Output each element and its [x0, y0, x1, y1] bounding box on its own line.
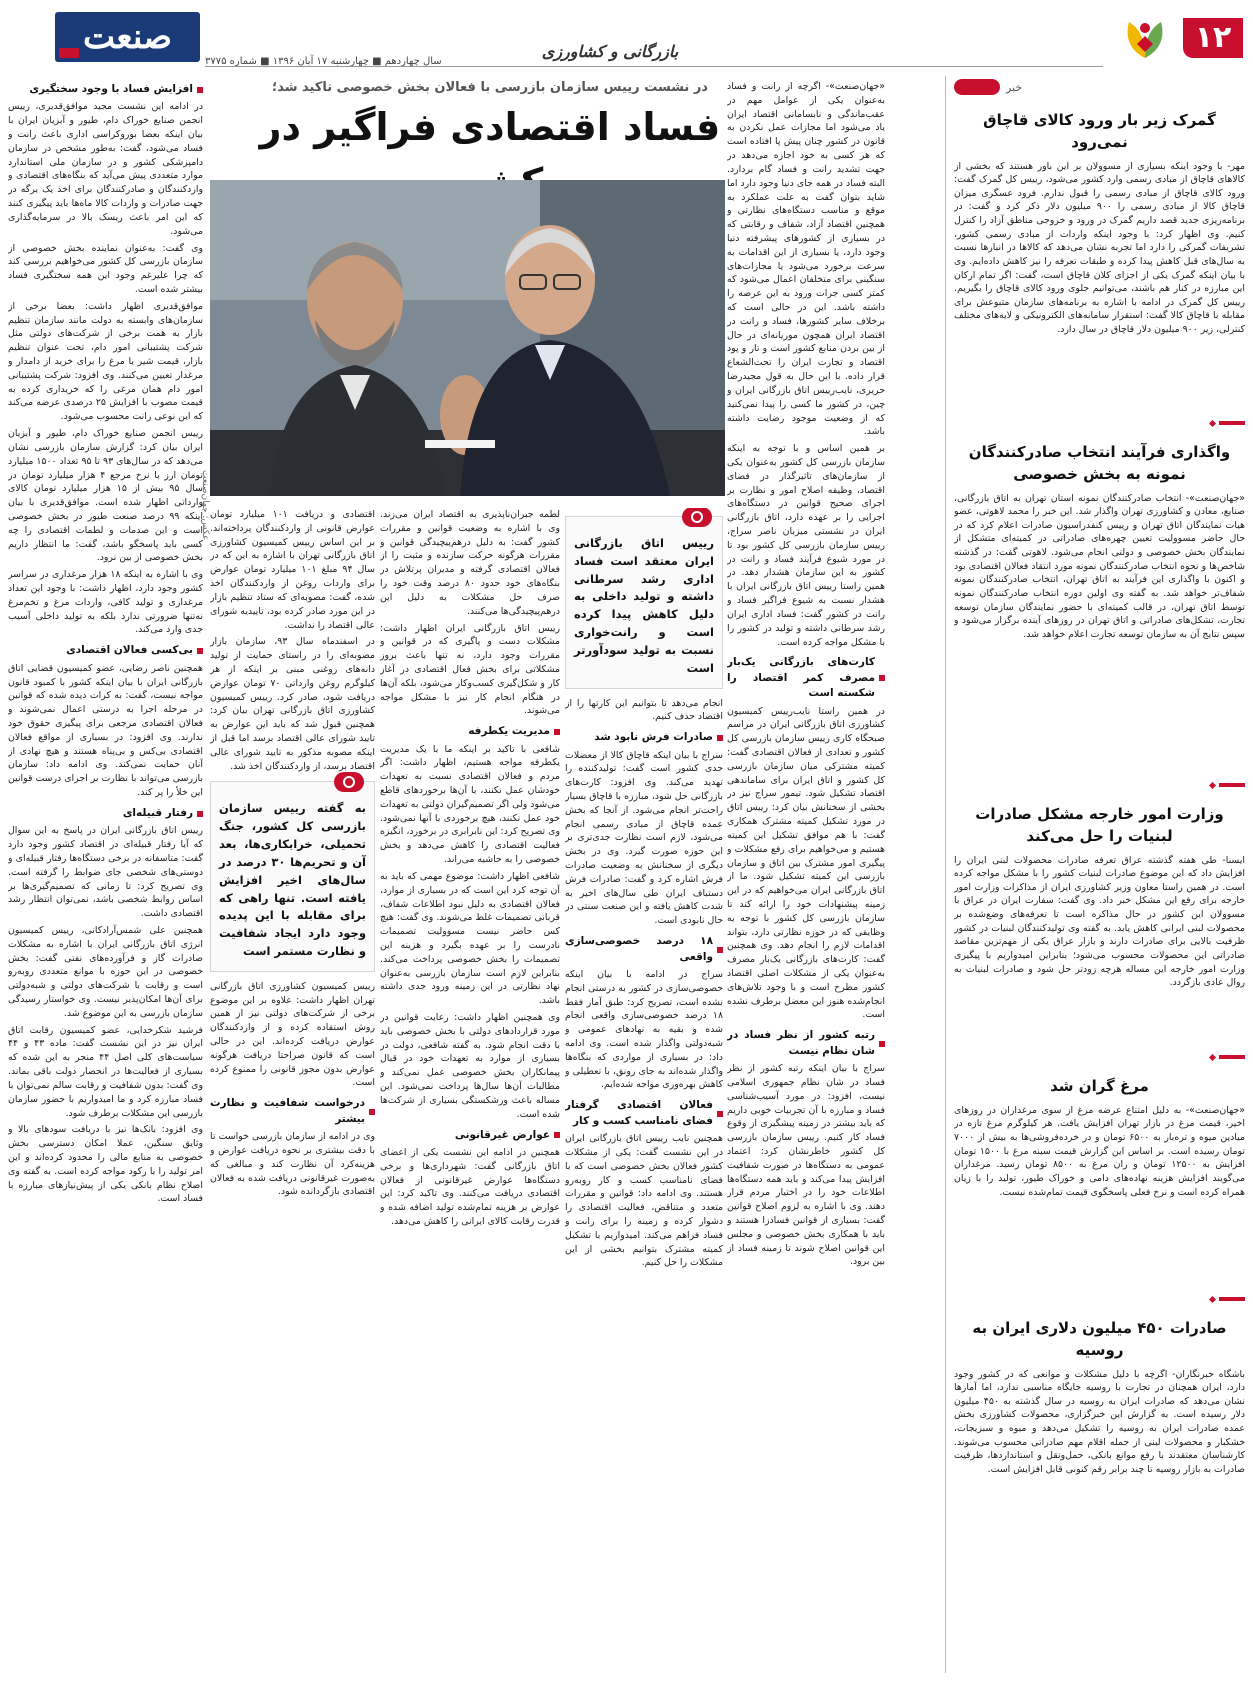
article-paragraph: وی همچنین اظهار داشت: رعایت قوانین در مورد قراردادهای دولتی با بخش خصوصی باید با دقت انجام شود. به گفته شافعی، دولت در بسیاری از موارد به تعهدات خود در قبال پیمانکاران بخش خصوصی عمل نمی‌کند و مطالبات آن‌ها سال‌ها پرداخت نمی‌شود. این مساله باعث ورشکستگی بسیاری از شرکت‌ها شده است.: [380, 1012, 560, 1120]
photo-credit: عکس: جهان‌صنعت: [200, 470, 210, 541]
news-tab-label: خبر: [1006, 80, 1023, 94]
article-intro: «جهان‌صنعت»- اگرچه از رانت و فساد به‌عنوان یکی از عوامل مهم در عقب‌ماندگی و نابسامانی اقتصاد ایران یاد می‌شود اما مجازات عمل نکردن به قانون در کشور چنان پیش پا افتاده است که هر کسی به خود اجازه می‌دهد در جهت تشدید رانت و فساد گام بردارد. البته فساد در همه جای دنیا وجود دارد اما شاید بتوان گفت به علت عملکرد به موقع و مناسب دستگاه‌های نظارتی و همچنین اقتصاد آزاد، شفاف و رقابتی که در بسیاری از کشورهای پیشرفته دنیا وجود دارد، یا بسیاری از این اقدامات به سرعت برخورد می‌شود یا مجازات‌های سنگینی برای متخلفان اعمال می‌شود که کمتر کسی جرات ورود به این عرصه را داشته باشد. این در حالی است که برخلاف سایر کشورها، فساد و رانت در اقتصاد ایران همچون موریانه‌ای در حال از بین بردن منابع کشور است و تار و پود اقتصاد و تجارت ایران را تحت‌الشعاع قرار داده. با این حال به قول مجیدرضا حریری، نایب‌رییس اتاق بازرگانی ایران و چین، در کشور ما کسی را پیدا نمی‌کنید که از وضعیت موجود رضایت داشته باشد.: [727, 81, 885, 438]
bullet-square-icon: [197, 811, 203, 817]
article-subheading: بی‌کسی فعالان اقتصادی: [8, 643, 203, 658]
header-divider: [205, 66, 1103, 67]
article-paragraph: رییس اتاق بازرگانی ایران اظهار داشت: مشکلات دست و پاگیری که در قوانین و مقررات وجود دارد، نه تنها باعث بروز مشکلاتی برای بخش فعال اقتصادی در آغاز کار و شکل‌گیری کسب‌وکار می‌شود، بلکه آن‌ها در هنگام انجام کار نیز با مشکل مواجه می‌شوند.: [380, 622, 560, 717]
article-subheading: فعالان اقتصادی گرفتار فضای نامناسب کسب و کار: [565, 1098, 723, 1129]
article-paragraph: سراج با بیان اینکه رتبه کشور از نظر فساد در شان نظام جمهوری اسلامی نیست، افزود: در مورد آسیب‌شناسی فساد و مبارزه با آن تجربیات خوبی داریم که باید بیشتر در زمینه پیشگیری از وقوع فساد کار کنیم. رییس سازمان بازرسی کل کشور خاطرنشان کرد: اعتماد عمومی به دستگاه‌ها در صورت شفافیت افزایش پیدا می‌کند و باید همه دستگاه‌ها اطلاعات خود را در اختیار مردم قرار دهند. وی با اشاره به لزوم اصلاح قوانین گفت: بسیاری از قوانین فسادزا هستند و باید با همکاری بخش خصوصی و مجلس این قوانین اصلاح شوند تا زمینه فساد از بین برود.: [727, 1063, 885, 1268]
article-subheading: مدیریت یکطرفه: [380, 724, 560, 739]
article-paragraph: همچنین در ادامه این نشست یکی از اعضای اتاق بازرگانی گفت: شهرداری‌ها و برخی دستگاه‌ها عوارض غیرقانونی از فعالان اقتصادی دریافت می‌کنند. وی تاکید کرد: این عوارض بر هزینه تمام‌شده تولید اضافه شده و قدرت رقابت کالای ایرانی را کاهش می‌دهد.: [380, 1146, 560, 1228]
logo-text: صنعت: [83, 17, 172, 57]
article-column: [380, 508, 560, 1670]
section-name: بازرگانی و کشاورزی: [541, 42, 679, 61]
article-paragraph: وی افزود: بانک‌ها نیز با دریافت سودهای بالا و وثایق سنگین، عملا امکان دسترسی بخش خصوصی به منابع مالی را محدود کرده‌اند و این امر تولید را با رکود مواجه کرده است. به گفته وی اصلاح نظام بانکی یکی از پیش‌نیازهای مبارزه با فساد است.: [8, 1124, 203, 1205]
article-paragraph: در همین راستا نایب‌رییس کمیسیون کشاورزی اتاق بازرگانی ایران در مراسم صبحگاه کاری رییس سازمان بازرسی کل کشور و تعدادی از فعالان اقتصادی گفت: کمیته مشترکی میان سازمان بازرسی کل کشور و اتاق ایران برای ساماندهی اقتصاد تشکیل شود. تیمور سراج نیز در بخشی از سخنانش بیان کرد: رییس اتاق در مورد تشکیل کمیته مشترک همکاری گفت: با هم موافق تشکیل این کمیته هستیم و می‌خواهیم برای رفع مشکلات و پیگیری امور مشترک بین اتاق و سازمان بازرسی این کمیته تشکیل شود. ما از اتاق بازرگانی ایران می‌خواهیم که در این زمینه پیشنهادات خود را ارائه کند تا سازمان بازرسی کل کشور با توجه به وظایفی که در حوزه نظارتی دارد، بتواند اقدامات لازم را انجام دهد. وی همچنین گفت: کارت‌های بازرگانی یک‌بار مصرف به‌عنوان یکی از مشکلات اصلی اقتصاد کشور مطرح است و با وجود تلاش‌های انجام‌شده هنوز این معضل برطرف نشده است.: [727, 705, 885, 1021]
article-paragraph: وی گفت: به‌عنوان نماینده بخش خصوصی از سازمان بازرسی کل کشور می‌خواهیم بررسی کند که چرا علیرغم وجود این همه سختگیری فساد بیشتر شده است.: [8, 242, 203, 295]
article-paragraph: شافعی اظهار داشت: موضوع مهمی که باید به آن توجه کرد این است که در بسیاری از موارد، فعالان اقتصادی به دلیل نبود اطلاعات شفاف، قربانی تصمیمات غلط می‌شوند. وی گفت: هیچ کس حاضر نیست مسوولیت تصمیمات نادرست را بر عهده بگیرد و هزینه این تصمیمات را بخش خصوصی پرداخت می‌کند. بنابراین لازم است سازمان بازرسی به‌عنوان نهاد نظارتی در این زمینه ورود جدی داشته باشد.: [380, 870, 560, 1007]
search-badge-icon: [334, 772, 364, 792]
news-title: صادرات ۴۵۰ میلیون دلاری ایران به روسیه: [972, 1319, 1227, 1359]
separator-marker-icon: [954, 1292, 1245, 1306]
article-column: [565, 508, 723, 1670]
article-paragraph: بر همین اساس و با توجه به اینکه سازمان بازرسی کل کشور به‌عنوان یکی از سازمان‌های تاثیرگذار در فضای اقتصاد، وظیفه اصلاح امور و نظارت بر اجرای صحیح قوانین در دستگاه‌های اجرایی را بر عهده دارد، اتاق بازرگانی ایران در نشستی میزبان ناصر سراج، رییس سازمان بازرسی کل کشور بود تا در مورد شیوع فرآیند فساد و رانت در کشور به این سازمان هشدار دهد. در همین راستا رییس اتاق بازرگانی ایران با هشدار نسبت به شیوع فراگیر فساد و رانت در کشور گفت: فساد اداری ایران رشد سرطانی داشته و تولید در کشور را با مشکل مواجه کرده است.: [727, 443, 885, 648]
pull-quote: [565, 516, 723, 689]
news-body: باشگاه خبرنگاران- اگرچه با دلیل مشکلات و موانعی که در کشور وجود دارد، ایران همچنان در تجارت با روسیه جایگاه مناسبی ندارد، اما آمارها نشان می‌دهد که صادرات ایران به روسیه در سال گذشته به ۴۵۰ میلیون دلار رسیده است. به گزارش این خبرگزاری، محصولات کشاورزی بخش عمده صادرات ایران به روسیه را تشکیل می‌دهد و میوه و سبزیجات، خشکبار و محصولات لبنی از جمله اقلام مهم صادراتی محسوب می‌شوند. کارشناسان معتقدند با رفع موانع بانکی، حمل‌ونقل و استانداردها، ظرفیت صادرات به بازار روسیه تا چند برابر رقم کنونی قابل افزایش است.: [954, 1368, 1245, 1475]
section-emblem-icon: [1115, 14, 1175, 62]
article-paragraph: وی با اشاره به اینکه ۱۸ هزار مرغداری در سراسر کشور وجود دارد، اظهار داشت: با وجود این تعداد مرغداری و تولید کافی، واردات مرغ و تخم‌مرغ نه‌تنها ضرورتی ندارد بلکه به تولید داخلی آسیب جدی وارد می‌کند.: [8, 569, 203, 636]
article-paragraph: رییس اتاق بازرگانی ایران در پاسخ به این سوال که آیا رفتار قبیله‌ای در اقتصاد کشور وجود دارد گفت: متاسفانه در برخی دستگاه‌ها رفتار قبیله‌ای و دوستی‌های شخصی جای ضوابط را گرفته است. وی تصریح کرد: تا زمانی که تصمیم‌گیری‌ها بر اساس روابط شخصی باشد، نمی‌توان انتظار رشد اقتصادی داشت.: [8, 825, 203, 920]
article-paragraph: انجام می‌دهد تا بتوانیم این کارتها را از اقتصاد حذف کنیم.: [565, 697, 723, 723]
article-paragraph: سراج با بیان اینکه قاچاق کالا از معضلات جدی کشور است گفت: تولیدکننده را تهدید می‌کند. وی افزود: کارت‌های بازرگانی حل‌ شود، مبارزه با قاچاق بسیار راحت‌تر انجام می‌شود. از آنجا که بخش عمده قاچاق از مبادی رسمی انجام می‌شود، لازم است نظارت جدی‌تری بر این حوزه صورت گیرد. وی در بخش دیگری از سخنانش به وضعیت صادرات فرش اشاره کرد و گفت: صادرات فرش دستباف ایران طی سال‌های اخیر به شدت کاهش یافته و این صنعت سنتی در حال نابودی است.: [565, 749, 723, 927]
article-paragraph: فرشید شکرخدایی، عضو کمیسیون رقابت اتاق ایران نیز در این نشست گفت: ماده ۴۳ و ۴۴ سیاست‌های کلی اصل ۴۴ منجر به این شده که بسیاری از فعالیت‌ها در انحصار دولت باقی بماند. وی گفت: بدون شفافیت و رقابت سالم نمی‌توان با فساد مبارزه کرد و ما امیدواریم با حضور سازمان بازرسی این مشکلات برطرف شود.: [8, 1024, 203, 1119]
pull-quote-text: به گفته رییس سازمان بازرسی کل کشور، جنگ تحمیلی، خرابکاری‌ها، بعد آن و تحریم‌ها ۳۰ درصد در سال‌های اخیر افزایش یافته است. تنها راهی که برای مقابله با این پدیده وجود دارد ایجاد شفافیت و نظارت مستمر است: [219, 801, 366, 958]
bullet-square-icon: [197, 87, 203, 93]
article-subheading: درخواست شفافیت و نظارت بیشتر: [210, 1096, 375, 1127]
article-paragraph: سراج در ادامه با بیان اینکه خصوصی‌سازی در کشور به درستی انجام نشده است، تصریح کرد: طبق آمار فقط ۱۸ درصد خصوصی‌سازی واقعی انجام شده و بقیه به نهادهای عمومی و شبه‌دولتی واگذار شده است. وی ادامه داد: در بسیاری از مواردی که بنگاه‌ها واگذار شده‌اند به جای رونق، با تعطیلی و کاهش بهره‌وری مواجه شده‌ایم.: [565, 968, 723, 1091]
news-title: وزارت امور خارجه مشکل صادرات لبنیات را حل می‌کند: [975, 805, 1224, 845]
pull-quote: [210, 781, 375, 971]
search-badge-icon: [682, 508, 712, 527]
article-paragraph: همچنین ناصر رضایی، عضو کمیسیون قضایی اتاق بازرگانی ایران با بیان اینکه کشور با کمبود قانون مواجه نیست، گفت: به کرات دیده شده که قوانین در مرحله اجرا به درستی اعمال نمی‌شوند و فعالان اقتصادی مرجعی برای پیگیری حقوق خود ندارند. وی افزود: در بسیاری از مواقع فعالان اقتصادی بی‌کس و بی‌پناه هستند و هیچ نهادی از آنان حمایت نمی‌کند. وی ادامه داد: سازمان بازرسی می‌تواند با نظارت بر اجرای درست قوانین این خلأ را پر کند.: [8, 662, 203, 799]
article-paragraph: رییس انجمن صنایع خوراک دام، طیور و آبزیان ایران بیان کرد: گزارش سازمان بازرسی نشان می‌دهد که در سال‌های ۹۳ تا ۹۵ تعداد ۱۵۰۰ میلیارد تومان ارز با نرخ مرجع ۴ هزار میلیارد تومان در سال ۹۵ بیش از ۱۵ هزار میلیارد تومان کالای وارداتی اظهار شده است. موافق‌قدیری با بیان اینکه ۹۹ درصد صنعت طیور در بخش خصوصی است و این صدمات و لطمات اقتصادی را چه کسی باید پاسخگو باشد، گفت: ما انتظار داریم بخش خصوصی از بین نرود.: [8, 428, 203, 564]
separator-marker-icon: [954, 778, 1245, 792]
article-kicker: در نشست رییس سازمان بازرسی با فعالان بخش خصوصی تاکید شد؛: [272, 80, 708, 95]
bullet-square-icon: [554, 1132, 560, 1138]
article-paragraph: همچنین علی شمس‌آرادکانی، رییس کمیسیون انرژی اتاق بازرگانی ایران با اشاره به مشکلات صادرات گاز و فرآورده‌های نفتی گفت: بخش خصوصی در این حوزه با موانع متعددی روبه‌رو است و رقابت با شرکت‌های دولتی و شبه‌دولتی برای آن‌ها امکان‌پذیر نیست. وی خواستار رسیدگی سازمان بازرسی به این موضوع شد.: [8, 924, 203, 1019]
news-body: ایسنا- طی هفته گذشته عراق تعرفه صادرات محصولات لبنی ایران را افزایش داد که این موضوع صادرات لبنیات کشور را با مشکل مواجه کرده است. در همین راستا معاون وزیر کشاورزی ایران از مذاکرات وزارت امور خارجه برای رفع این مشکل خبر داد. وی گفت: سفارت ایران در عراق با مسوولان این کشور در حال مذاکره است تا تعرفه‌های وضع‌شده بر محصولات لبنی ایرانی کاهش یابد. به گفته وی تولیدکنندگان لبنیات در کشور ظرفیت بالایی برای صادرات دارند و بازار عراق یکی از مهم‌ترین مقاصد صادراتی این محصولات محسوب می‌شود؛ بنابراین امیدواریم با پیگیری وزارت امور خارجه این مساله هرچه زودتر حل شود و صادرات لبنیات به روال عادی بازگردد.: [954, 854, 1245, 989]
bullet-square-icon: [879, 1041, 885, 1047]
article-paragraph: موافق‌قدیری اظهار داشت: بعضا برخی از سازمان‌های وابسته به دولت مانند سازمان تنظیم بازار به همت برخی از شرکت‌های دولتی مثل شرکت پشتیبانی امور دام، تحت عنوان تنظیم بازار، قیمت شیر یا مرغ را برای خرید از دامدار و مرغدار تعیین می‌کنند. وی افزود: شرکت پشتیبانی امور دام همان مرغی را که خریداری کرده به قیمت مصوب با افزایش ۲۵ درصدی عرضه می‌کند که این نوعی رانت محسوب می‌شود.: [8, 300, 203, 423]
article-subheading: ۱۸ درصد خصوصی‌سازی واقعی: [565, 934, 723, 965]
news-item: [954, 1314, 1245, 1644]
pull-quote-text: رییس اتاق بازرگانی ایران معتقد است فساد اداری رشد سرطانی داشته و تولید داخلی به دلیل کاهش پیدا کرده است و رانت‌خواری نسبت به تولید سودآورتر است: [574, 536, 714, 675]
news-title: مرغ گران شد: [1050, 1077, 1149, 1095]
article-paragraph: اقتصادی و دریافت ۱۰۱ میلیارد تومان عوارض قانونی از واردکنندگان پرداخته‌اند. بر این اساس رییس کمیسیون کشاورزی اتاق بازرگانی تهران با اشاره به این که در سال ۹۴ مبلغ ۱۰۱ میلیارد تومان عوارض برای واردات روغن از واردکنندگان اخذ شده، گفت: مصوبه‌ای که ستاد تنظیم بازار در این مورد صادر کرده بود، تاییدیه شورای عالی اقتصاد را نداشت.: [210, 509, 375, 631]
logo-stamp-icon: [59, 48, 79, 58]
news-title: گمرک زیر بار ورود کالای قاچاق نمی‌رود: [983, 111, 1216, 151]
newspaper-logo: [55, 12, 200, 62]
article-column: [8, 76, 203, 1670]
news-tab-pill-icon: [954, 79, 1000, 95]
article-subheading: رفتار قبیله‌ای: [8, 806, 203, 821]
bullet-square-icon: [369, 1109, 375, 1115]
meeting-photo: [210, 180, 725, 496]
article-subheading: افزایش فساد با وجود سختگیری: [8, 82, 203, 97]
article-subheading: عوارض غیرقانونی: [380, 1128, 560, 1143]
news-body: «جهان‌صنعت»- انتخاب صادرکنندگان نمونه استان تهران به اتاق بازرگانی، صنایع، معادن و کشاورزی تهران واگذار شد. این خبر را محمد لاهوتی، عضو هیات نمایندگان اتاق تهران و رییس کنفدراسیون صادرات اعلام کرد که در حال حاضر مسوولیت تعیین چهره‌های صادراتی در کمیته‌ای متشکل از نمایندگان بخش خصوصی و دولتی انجام می‌شود. لاهوتی گفت: در گذشته شاخص‌ها و نحوه انتخاب صادرکنندگان نمونه مورد انتقاد فعالان اقتصادی بود و اکنون با واگذاری این فرآیند به اتاق تهران، انتخاب صادرکنندگان نمونه شفاف‌تر خواهد شد. به گفته وی اولین دوره انتخاب صادرکنندگان نمونه توسط اتاق تهران، در قالب کمیته‌ای با حضور نمایندگان سازمان توسعه تجارت، تشکل‌های صادراتی و اتاق تهران در روزهای آینده برگزار می‌شود و سپس نتایج آن به سازمان توسعه تجارت اعلام خواهد شد.: [954, 492, 1245, 640]
page-header: [0, 0, 1253, 68]
issue-info: سال چهاردهم ■ چهارشنبه ۱۷ آبان ۱۳۹۶ ■ شماره ۳۷۷۵: [205, 56, 442, 67]
bullet-square-icon: [717, 735, 723, 741]
news-item: [954, 1072, 1245, 1282]
separator-marker-icon: [954, 416, 1245, 430]
article-headline: فساد اقتصادی فراگیر در: [259, 105, 721, 149]
news-title: واگذاری فرآیند انتخاب صادرکنندگان نمونه به بخش خصوصی: [968, 443, 1231, 483]
article-paragraph: شافعی با تاکید بر اینکه ما با یک مدیریت یکطرفه مواجه هستیم، اظهار داشت: اگر مردم و فعالان اقتصادی نسبت به تعهدات خودشان عمل نکنند، با آن‌ها برخوردهای قاطع می‌شود ولی اگر تصمیم‌گیران دولتی به تعهدات خود عمل نکنند، هیچ برخوردی با آنها نمی‌شود. وی تصریح کرد: این نابرابری در برخورد، انگیزه فعالیت اقتصادی را کاهش می‌دهد و بخش خصوصی را به حاشیه می‌راند.: [380, 743, 560, 866]
article-paragraph: وی در ادامه از سازمان بازرسی خواست تا با دقت بیشتری بر نحوه دریافت عوارض و هزینه‌کرد آن نظارت کند و مبالغی که به‌صورت غیرقانونی دریافت شده به فعالان اقتصادی بازگردانده شود.: [210, 1131, 375, 1198]
news-item: [954, 800, 1245, 1040]
separator-marker-icon: [954, 1050, 1245, 1064]
article-paragraph: در اسفندماه سال ۹۳، سازمان بازار مصوبه‌ای را در راستای حمایت از تولید دانه‌های روغنی مبنی بر اینکه از هر کیلوگرم روغن وارداتی ۷۰ تومان عوارض دریافت شود، صادر کرد. رییس کمیسیون کشاورزی اتاق بازرگانی تهران بیان کرد: همچنین قبول شد که باید این عوارض به تایید شورای عالی اقتصاد برسد اما قبل از اینکه مصوبه مذکور به تایید شورای عالی اقتصاد برسد، از واردکنندگان اخذ شد.: [210, 636, 375, 772]
news-tab: [954, 76, 1245, 98]
article-paragraph: رییس کمیسیون کشاورزی اتاق بازرگانی تهران اظهار داشت: علاوه بر این موضوع برخی از شرکت‌های دولتی نیز از همین روش استفاده کرده و از واردکنندگان عوارض دریافت کرده‌اند. این در حالی است که قانون صراحتا دریافت هرگونه عوارض بدون مجوز قانونی را ممنوع کرده است.: [210, 980, 375, 1089]
news-item: [954, 106, 1245, 406]
news-body: مهر- با وجود اینکه بسیاری از مسوولان بر این باور هستند که بخشی از کالاهای قاچاق از مبادی رسمی وارد کشور می‌شود، رییس کل گمرک گفت: ورود کالای قاچاق از مبادی رسمی را قبول ندارم. فرود عسگری میزان قاچاق کالا از مبادی رسمی را ۹۰۰ میلیون دلار ذکر کرد و گفت: در برنامه‌ریزی جدید قصد داریم گمرک در ورود و خروجی مناطق آزاد را کنترل کنیم. وی اظهار کرد: با وجود اینکه واردات از مبادی رسمی کشور، تشریفات گمرکی را دارد اما تجربه نشان می‌دهد که کالاها در انبارها نسبت به سال‌های قبل کاهش پیدا کرده و طبقات تعرفه را نیز کاهش داده‌ایم. وی با بیان اینکه گمرک یکی از اجزای کلان قاچاق است، گفت: اگر تمام ارکان این مبارزه در کنار هم باشند، می‌توانیم جلوی ورود کالای قاچاق را بگیریم. رییس کل گمرک در ادامه با اشاره به برنامه‌های سازمان متبوعش برای مقابله با قاچاق کالا گفت: استقرار سامانه‌های الکترونیکی و لایه‌های مختلف کنترلی، زیر ۹۰۰ میلیون دلار قاچاق در سال دارد.: [954, 160, 1245, 335]
page-number: ۱۲: [1183, 18, 1243, 58]
article-paragraph: لطمه جبران‌ناپذیری به اقتصاد ایران می‌زند. وی با اشاره به وضعیت قوانین و مقررات کشور گفت: به دلیل درهم‌پیچیدگی قوانین و مقررات هرگونه حرکت سازنده و مثبت را از فعالان اقتصادی گرفته و مدیران پرتلاش در بنگاه‌های خود حدود ۸۰ درصد وقت خود را صرف حل مشکلات به دلیل این درهم‌پیچیدگی‌ها می‌کنند.: [380, 509, 560, 617]
article-paragraph: همچنین نایب رییس اتاق بازرگانی ایران در این نشست گفت: یکی از مشکلات کشور فعالان بخش خصوصی است که با فضای نامناسب کسب و کار روبه‌رو هستند. وی ادامه داد: قوانین و مقررات متعدد و متناقض، فعالیت اقتصادی را دشوار کرده و زمینه را برای رانت و فساد فراهم می‌کند. امیدواریم با تشکیل کمیته مشترک بتوانیم بخشی از این مشکلات را حل کنیم.: [565, 1133, 723, 1269]
bullet-square-icon: [879, 675, 885, 681]
news-body: «جهان‌صنعت»- به دلیل امتناع عرضه مرغ از سوی مرغداران در روزهای اخیر، قیمت مرغ در بازار تهران افزایش یافت. هر کیلوگرم مرغ تازه در میادین میوه و تره‌بار به ۶۵۰۰ تومان و در خرده‌فروشی‌ها به بیش از ۷۰۰۰ تومان رسیده است. بر اساس این گزارش قیمت سینه مرغ با ۱۵۰۰ تومان افزایش به ۱۲۵۰۰ تومان و ران مرغ به ۸۵۰۰ تومان رسید. مرغداران می‌گویند افزایش هزینه نهاده‌های دامی و خوراک طیور، تولید را با زیان همراه کرده است و نرخ فعلی پاسخگوی قیمت تمام‌شده نیست.: [954, 1104, 1245, 1198]
bullet-square-icon: [717, 1111, 723, 1117]
article-subheading: رتبه کشور از نظر فساد در شان نظام نیست: [727, 1028, 885, 1059]
article-paragraph: در ادامه این نشست مجید موافق‌قدیری، رییس انجمن صنایع خوراک دام، طیور و آبزیان ایران با بیان اینکه بعضا بوروکراسی اداری باعث رانت و فساد می‌شود، گفت: به‌طور مشخص در سازمان دامپزشکی کشور و در سازمان ملی استاندارد موارد متعددی پیش می‌آید که بنگاه‌های اقتصادی و واردکنندگان و صادرکنندگان برای اخذ یک برگه در جهت صادرات و واردات کالا ماه‌ها باید پیگیری کنند که این امر باعث ریسک بالا در سرمایه‌گذاری می‌شود.: [8, 101, 203, 237]
bullet-square-icon: [554, 729, 560, 735]
news-sidebar: [945, 76, 1245, 1673]
article-subheading: کارت‌های بازرگانی یک‌بار مصرف کمر اقتصاد را شکسته است: [727, 655, 885, 701]
article-column: [727, 80, 885, 1670]
article-column: [210, 508, 375, 1670]
article-subheading: صادرات فرش نابود شد: [565, 730, 723, 745]
bullet-square-icon: [197, 648, 203, 654]
news-item: [954, 438, 1245, 768]
bullet-square-icon: [717, 947, 723, 953]
